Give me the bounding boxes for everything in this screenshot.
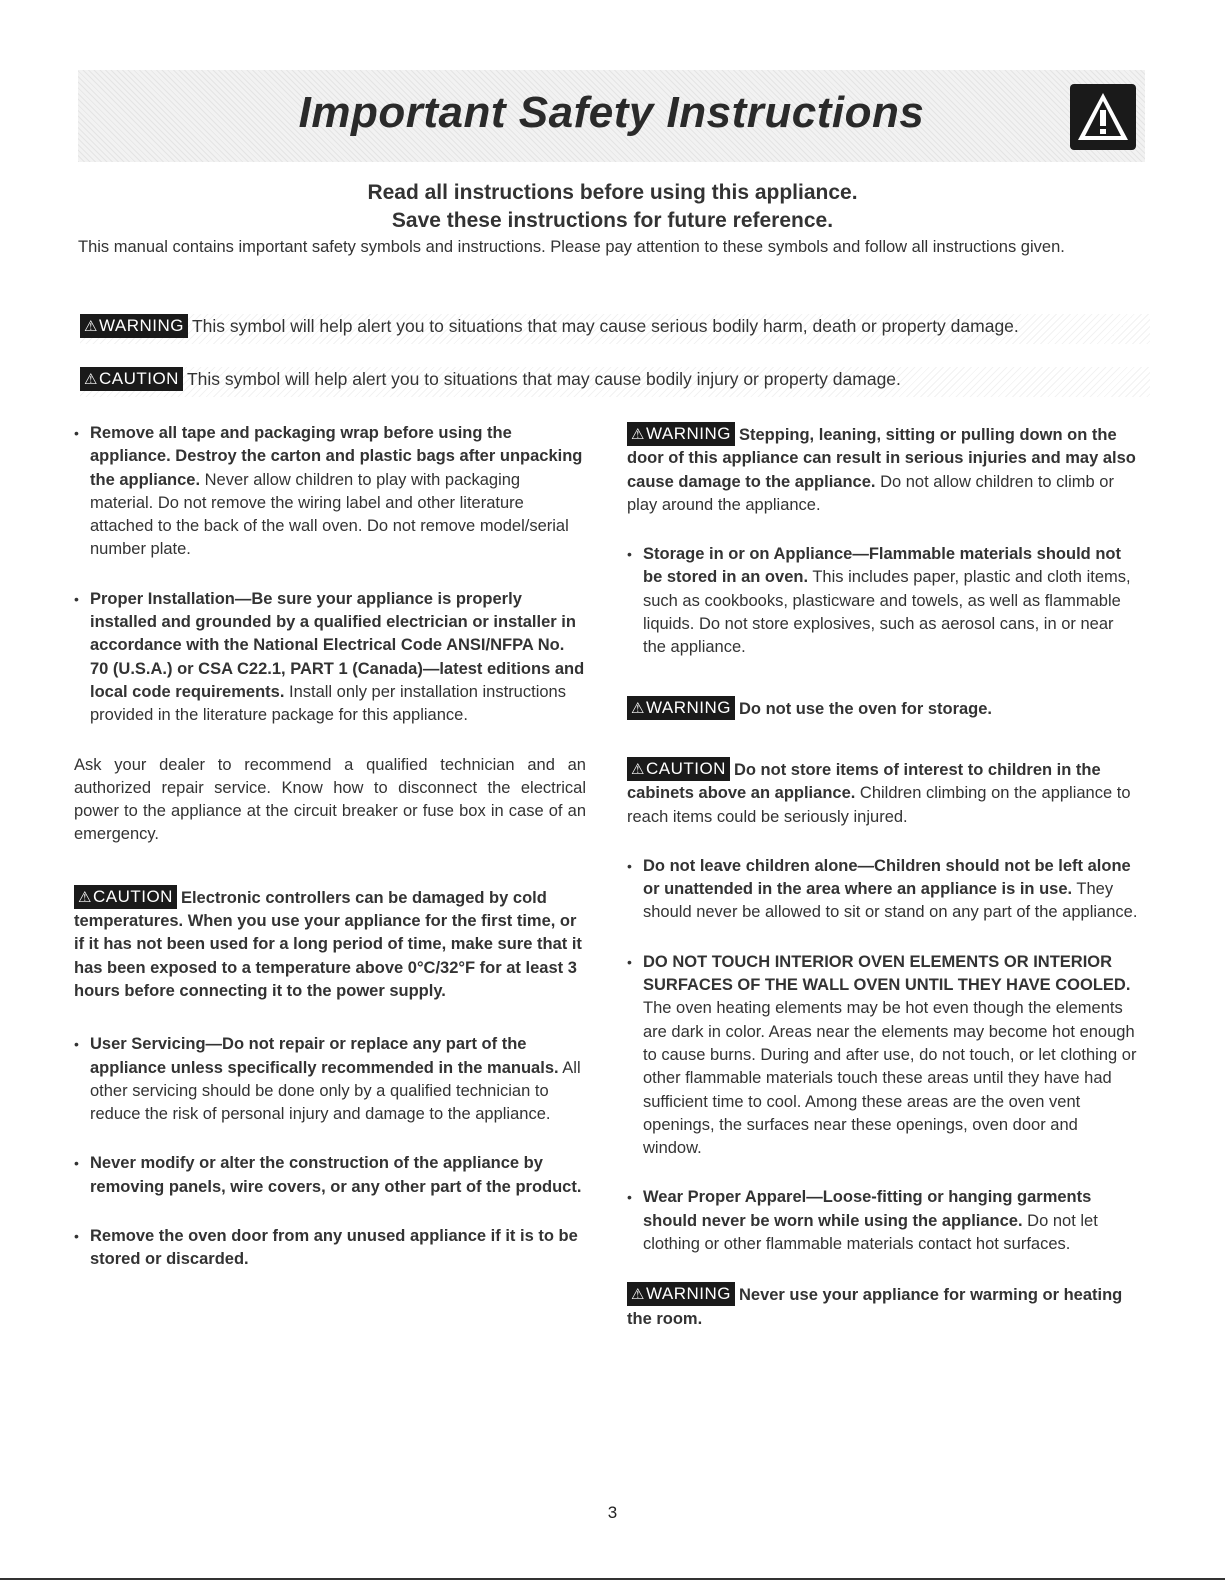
item-bold: Wear Proper Apparel—Loose-fitting or hanging garments should never be worn while using the appliance.	[643, 1188, 1092, 1230]
item-text: Never allow children to play with packaging material. Do not remove the wiring label and other literature attached to the back of the wall oven. Do not remove model/serial number plate.	[90, 470, 569, 559]
warning-badge	[627, 1282, 735, 1306]
caution-badge	[80, 367, 183, 391]
list-item	[74, 422, 586, 562]
list-item	[627, 855, 1139, 925]
warning-badge	[627, 422, 735, 446]
warning-notice	[627, 422, 1139, 517]
right-column	[627, 422, 1139, 1357]
caution-symbol-text: This symbol will help alert you to situations that may cause bodily injury or property damage.	[186, 369, 901, 389]
item-bold: DO NOT TOUCH INTERIOR OVEN ELEMENTS OR INTERIOR SURFACES OF THE WALL OVEN UNTIL THEY HAVE COOLED.	[643, 952, 1131, 995]
notice-text: Do not allow children to climb or play around the appliance.	[627, 472, 1114, 514]
list-item	[74, 1225, 586, 1272]
warning-symbol-row	[80, 314, 1150, 344]
alert-icon: ⚠	[78, 888, 92, 906]
notice-bold: Do not use the oven for storage.	[738, 699, 993, 718]
notice-text: Children climbing on the appliance to reach items could be seriously injured.	[627, 784, 1131, 826]
warning-badge	[80, 314, 188, 338]
bottom-rule	[0, 1578, 1225, 1580]
warning-triangle-icon	[1070, 84, 1136, 150]
alert-icon: ⚠	[84, 318, 98, 335]
item-bold: Never modify or alter the construction of the appliance by removing panels, wire covers, or any other part of the product.	[90, 1154, 582, 1196]
list-item	[74, 1033, 586, 1126]
item-bold: Remove all tape and packaging wrap before using the appliance. Destroy the carton and plastic bags after unpacking the appliance.	[90, 424, 583, 489]
notice-bold: Electronic controllers can be damaged by cold temperatures. When you use your appliance for the first time, or if it has not been used for a long period of time, make sure that it has been exposed to a temperature above 0°C/32°F for at least 3 hours before connecting it to the power supply.	[74, 888, 582, 1000]
item-bold: Do not leave children alone—Children should not be left alone or unattended in the area where an appliance is in use.	[643, 856, 1131, 899]
subheading-save: Save these instructions for future reference.	[391, 209, 834, 232]
notice-bold: Never use your appliance for warming or heating the room.	[627, 1286, 1123, 1328]
caution-badge-label: CAUTION	[645, 758, 726, 778]
warning-notice	[627, 1282, 1139, 1331]
list-item	[74, 588, 586, 728]
list-item	[627, 951, 1139, 1161]
caution-badge	[74, 885, 177, 909]
intro-paragraph: This manual contains important safety symbols and instructions. Please pay attention to these symbols and follow all instructions given.	[78, 238, 1065, 256]
item-text: All other servicing should be done only by a qualified technician to reduce the risk of personal injury and damage to the appliance.	[90, 1058, 581, 1124]
caution-notice	[627, 757, 1139, 829]
alert-icon: ⚠	[631, 699, 645, 717]
caution-badge-label: CAUTION	[92, 886, 173, 906]
subheading-read: Read all instructions before using this appliance.	[367, 181, 858, 204]
caution-badge-label: CAUTION	[98, 369, 179, 388]
dealer-paragraph: Ask your dealer to recommend a qualified technician and an authorized repair service. Know how to disconnect the electrical power to the appliance at the circuit breaker or fuse box in case of an emergency.	[74, 755, 586, 844]
title-banner	[78, 70, 1145, 162]
caution-symbol-row	[80, 367, 1150, 397]
warning-badge-label: WARNING	[645, 1284, 731, 1304]
caution-badge	[627, 757, 730, 781]
item-text: The oven heating elements may be hot even though the elements are dark in color. Areas near the elements may become hot enough to cause burns. During and after use, do not touch, or let clothing or other flammable materials touch these areas until they have had sufficient time to cool. Among these areas are the oven vent openings, the surfaces near these openings, oven door and window.	[643, 999, 1137, 1158]
list-item	[627, 1186, 1139, 1256]
warning-badge-label: WARNING	[98, 316, 184, 335]
warning-notice	[627, 696, 1139, 721]
alert-icon: ⚠	[631, 426, 645, 443]
item-bold: Proper Installation—Be sure your appliance is properly installed and grounded by a qualified electrician or installer in accordance with the National Electrical Code ANSI/NFPA No. 70 (U.S.A.) or CSA C22.1, PART 1 (Canada)—latest editions and local code requirements.	[90, 589, 585, 701]
caution-notice	[74, 885, 586, 1003]
page-title: Important Safety Instructions	[298, 88, 925, 137]
list-item	[74, 1152, 586, 1199]
warning-badge-label: WARNING	[645, 697, 731, 717]
alert-icon: ⚠	[631, 760, 645, 778]
item-text: They should never be allowed to sit or stand on any part of the appliance.	[643, 880, 1138, 922]
item-text: This includes paper, plastic and cloth items, such as cookbooks, plasticware and towels, as well as flammable liquids. Do not store explosives, such as aerosol cans, in or near the appliance.	[643, 568, 1131, 657]
list-item	[627, 543, 1139, 659]
item-bold: Storage in or on Appliance—Flammable materials should not be stored in an oven.	[643, 545, 1121, 587]
alert-icon: ⚠	[84, 371, 98, 388]
page-number: 3	[607, 1503, 618, 1522]
alert-icon: ⚠	[631, 1286, 645, 1304]
notice-bold: Stepping, leaning, sitting or pulling down on the door of this appliance can result in serious injuries and may also cause damage to the appliance.	[627, 426, 1136, 491]
warning-badge-label: WARNING	[645, 424, 731, 443]
item-text: Do not let clothing or other flammable materials contact hot surfaces.	[643, 1211, 1098, 1254]
notice-bold: Do not store items of interest to children in the cabinets above an appliance.	[627, 760, 1101, 803]
warning-badge	[627, 696, 735, 720]
warning-symbol-text: This symbol will help alert you to situations that may cause serious bodily harm, death or property damage.	[191, 316, 1019, 336]
left-column	[74, 422, 586, 1298]
item-bold: Remove the oven door from any unused appliance if it is to be stored or discarded.	[90, 1227, 578, 1269]
item-text: Install only per installation instructions provided in the literature package for this appliance.	[90, 682, 566, 725]
item-bold: User Servicing—Do not repair or replace any part of the appliance unless specifically recommended in the manuals.	[90, 1035, 559, 1077]
